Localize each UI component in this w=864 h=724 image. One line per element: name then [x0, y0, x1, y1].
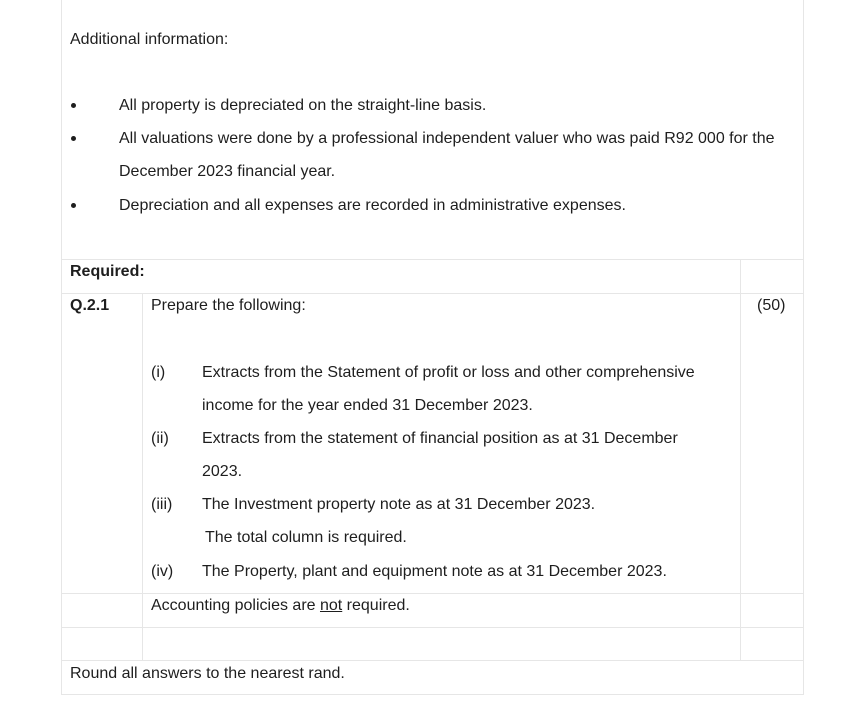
item-label: (iv)	[151, 563, 174, 580]
rounding-instruction: Round all answers to the nearest rand.	[70, 665, 345, 682]
item-text: The Property, plant and equipment note as at 31 December 2023.	[202, 563, 667, 580]
bullet-text: All valuations were done by a professional independent valuer who was paid R92 000 for the	[119, 130, 775, 147]
table-row-divider	[61, 259, 804, 260]
item-label: (i)	[151, 364, 166, 381]
section-heading: Additional information:	[70, 31, 229, 48]
question-marks: (50)	[757, 297, 786, 314]
table-border-right	[803, 0, 804, 695]
bullet-icon	[71, 136, 76, 141]
policies-prefix: Accounting policies are	[151, 597, 320, 614]
table-row-divider	[61, 293, 804, 294]
item-text-continued: income for the year ended 31 December 2023.	[202, 397, 533, 414]
table-col-divider-2	[740, 260, 741, 660]
policies-emphasis: not	[319, 597, 343, 614]
question-number: Q.2.1	[70, 297, 110, 314]
required-heading: Required:	[70, 263, 145, 280]
bullet-icon	[71, 103, 76, 108]
table-row-divider	[61, 593, 804, 594]
question-text: Prepare the following:	[151, 297, 306, 314]
bullet-text: Depreciation and all expenses are recorded in administrative expenses.	[119, 197, 626, 214]
policies-note	[151, 596, 410, 616]
bullet-text: All property is depreciated on the straight-line basis.	[119, 97, 487, 114]
item-text: Extracts from the statement of financial position as at 31 December	[202, 430, 678, 447]
policies-suffix: required.	[342, 597, 410, 614]
bullet-text-continued: December 2023 financial year.	[119, 163, 336, 180]
item-label: (ii)	[151, 430, 169, 447]
item-text-continued: 2023.	[202, 463, 243, 480]
table-border-bottom	[61, 694, 804, 695]
table-row-divider	[61, 660, 804, 661]
item-text: The Investment property note as at 31 December 2023.	[202, 496, 596, 513]
item-text: Extracts from the Statement of profit or loss and other comprehensive	[202, 364, 695, 381]
item-label: (iii)	[151, 496, 173, 513]
table-border-left	[61, 0, 62, 695]
table-row-divider	[61, 627, 804, 628]
bullet-icon	[71, 203, 76, 208]
item-text-continued: The total column is required.	[205, 529, 407, 546]
table-col-divider-1	[142, 293, 143, 660]
